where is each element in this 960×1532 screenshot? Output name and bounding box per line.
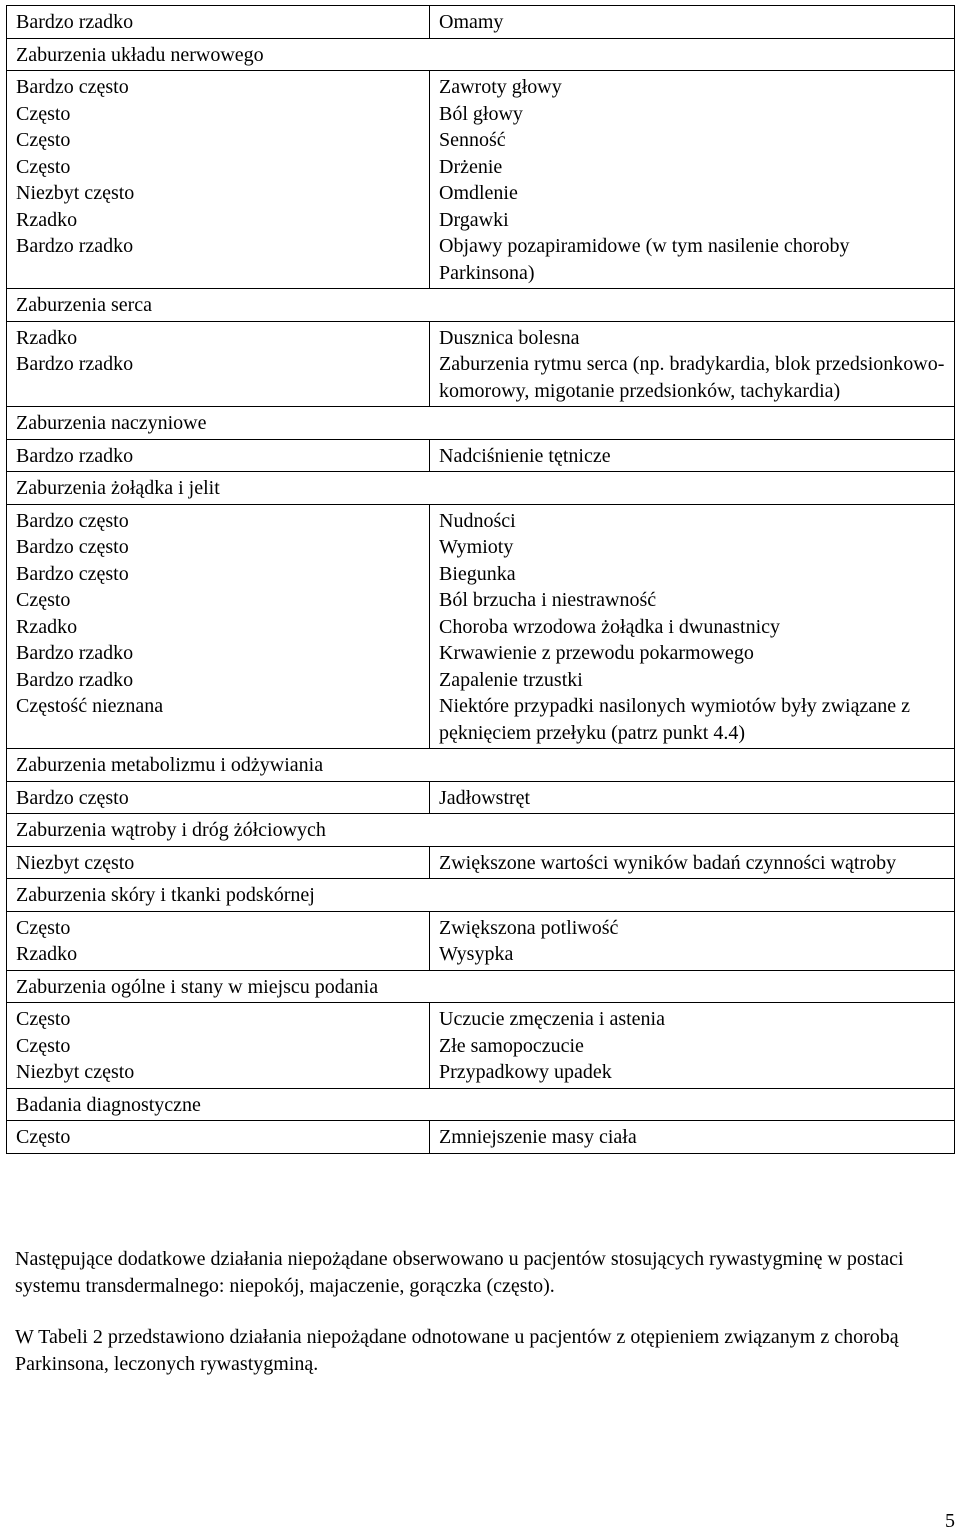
soc-header-row [7, 749, 955, 782]
frequency-text: Często [16, 155, 71, 178]
frequency-text: Często [16, 1008, 71, 1030]
soc-header-text: Zaburzenia skóry i tkanki podskórnej [16, 884, 315, 906]
frequency-text: Bardzo często [16, 76, 129, 98]
soc-header-row [7, 472, 955, 505]
reaction-text: Objawy pozapiramidowe (w tym nasilenie choroby Parkinsona) [439, 235, 850, 284]
reaction-text: Niektóre przypadki nasilonych wymiotów były związane z pęknięciem przełyku (patrz punkt 4.4) [439, 695, 910, 744]
reaction-cell [430, 71, 955, 289]
adverse-reactions-table-body [7, 6, 955, 1154]
soc-header-text: Zaburzenia układu nerwowego [16, 43, 264, 66]
reaction-text: Nadciśnienie tętnicze [439, 444, 611, 467]
soc-header-row [7, 38, 955, 71]
reaction-text: Uczucie zmęczenia i astenia [439, 1008, 665, 1030]
frequency-text: Niezbyt często [16, 1061, 135, 1083]
reaction-text: Zwiększona potliwość [439, 916, 619, 939]
frequency-text: Częstość nieznana [16, 695, 164, 717]
soc-header-row [7, 814, 955, 847]
frequency-text: Bardzo często [16, 509, 129, 532]
reaction-text: Zwiększone wartości wyników badań czynności wątroby [439, 851, 897, 874]
reaction-text: Jadłowstręt [439, 786, 531, 809]
reaction-row [7, 781, 955, 814]
soc-header-row [7, 1088, 955, 1121]
soc-header-cell [7, 879, 955, 912]
reaction-cell [430, 504, 955, 749]
soc-header-text: Zaburzenia żołądka i jelit [16, 477, 220, 499]
frequency-text: Bardzo często [16, 786, 129, 809]
frequency-text: Bardzo rzadko [16, 353, 134, 375]
frequency-cell [7, 439, 430, 472]
frequency-cell [7, 71, 430, 289]
reaction-text: Omamy [439, 11, 504, 33]
frequency-text: Często [16, 1034, 71, 1057]
reaction-text: Dusznica bolesna [439, 326, 580, 349]
reaction-row [7, 911, 955, 970]
reaction-text: Ból głowy [439, 102, 523, 125]
reaction-row [7, 504, 955, 749]
adverse-reactions-table [6, 5, 955, 1154]
reaction-row [7, 846, 955, 879]
frequency-text: Często [16, 916, 71, 939]
reaction-row [7, 1121, 955, 1154]
frequency-text: Bardzo rzadko [16, 668, 134, 691]
reaction-row [7, 6, 955, 39]
paragraph-table-2-intro: W Tabeli 2 przedstawiono działania niepożądane odnotowane u pacjentów z otępieniem związanym z chorobą Parkinsona, leczonych rywastygminą. [15, 1326, 899, 1375]
reaction-text: Senność [439, 129, 506, 151]
reaction-cell [430, 1003, 955, 1089]
reaction-text: Zaburzenia rytmu serca (np. bradykardia, blok przedsionkowo-komorowy, migotanie przedsionków, tachykardia) [439, 353, 945, 402]
reaction-cell [430, 911, 955, 970]
reaction-row [7, 439, 955, 472]
reaction-text: Drżenie [439, 155, 503, 178]
frequency-cell [7, 911, 430, 970]
reaction-cell [430, 6, 955, 39]
reaction-row [7, 321, 955, 407]
soc-header-text: Badania diagnostyczne [16, 1093, 201, 1116]
frequency-text: Rzadko [16, 943, 78, 965]
frequency-text: Niezbyt często [16, 851, 135, 874]
soc-header-cell [7, 1088, 955, 1121]
reaction-text: Biegunka [439, 562, 516, 585]
paragraph-transdermal-reactions: Następujące dodatkowe działania niepożądane obserwowano u pacjentów stosujących rywastygminę w postaci systemu transdermalnego: niepokój, majaczenie, gorączka (często). [15, 1248, 904, 1297]
frequency-cell [7, 1121, 430, 1154]
frequency-cell [7, 781, 430, 814]
soc-header-cell [7, 407, 955, 440]
reaction-row [7, 71, 955, 289]
reaction-text: Nudności [439, 509, 516, 532]
soc-header-row [7, 970, 955, 1003]
reaction-text: Omdlenie [439, 182, 518, 204]
soc-header-cell [7, 289, 955, 322]
reaction-text: Krwawienie z przewodu pokarmowego [439, 642, 754, 664]
reaction-text: Choroba wrzodowa żołądka i dwunastnicy [439, 615, 781, 638]
reaction-text: Ból brzucha i niestrawność [439, 589, 657, 611]
frequency-text: Bardzo rzadko [16, 642, 134, 664]
frequency-text: Często [16, 102, 71, 125]
frequency-cell [7, 321, 430, 407]
frequency-text: Niezbyt często [16, 182, 135, 204]
frequency-text: Często [16, 129, 71, 151]
soc-header-row [7, 879, 955, 912]
page-number: 5 [945, 1510, 955, 1532]
soc-header-text: Zaburzenia naczyniowe [16, 412, 207, 434]
frequency-text: Bardzo rzadko [16, 11, 134, 33]
reaction-cell [430, 781, 955, 814]
reaction-text: Zapalenie trzustki [439, 668, 583, 691]
reaction-row [7, 1003, 955, 1089]
soc-header-cell [7, 970, 955, 1003]
reaction-text: Zawroty głowy [439, 76, 562, 98]
soc-header-cell [7, 472, 955, 505]
reaction-text: Złe samopoczucie [439, 1034, 584, 1057]
frequency-text: Bardzo rzadko [16, 235, 134, 257]
reaction-cell [430, 321, 955, 407]
reaction-cell [430, 1121, 955, 1154]
soc-header-row [7, 407, 955, 440]
frequency-text: Rzadko [16, 615, 78, 638]
soc-header-text: Zaburzenia metabolizmu i odżywiania [16, 754, 324, 776]
reaction-text: Wysypka [439, 943, 514, 965]
frequency-cell [7, 1003, 430, 1089]
soc-header-cell [7, 749, 955, 782]
soc-header-cell [7, 814, 955, 847]
reaction-text: Zmniejszenie masy ciała [439, 1126, 637, 1148]
frequency-text: Bardzo często [16, 536, 129, 558]
frequency-text: Bardzo często [16, 562, 129, 585]
frequency-cell [7, 504, 430, 749]
frequency-text: Bardzo rzadko [16, 444, 134, 467]
frequency-cell [7, 846, 430, 879]
reaction-text: Drgawki [439, 208, 509, 231]
frequency-cell [7, 6, 430, 39]
reaction-text: Wymioty [439, 536, 514, 558]
soc-header-row [7, 289, 955, 322]
soc-header-text: Zaburzenia wątroby i dróg żółciowych [16, 819, 326, 841]
reaction-cell [430, 439, 955, 472]
soc-header-cell [7, 38, 955, 71]
frequency-text: Często [16, 589, 71, 611]
reaction-text: Przypadkowy upadek [439, 1061, 612, 1083]
soc-header-text: Zaburzenia serca [16, 294, 153, 316]
soc-header-text: Zaburzenia ogólne i stany w miejscu podania [16, 975, 379, 998]
frequency-text: Rzadko [16, 208, 78, 231]
reaction-cell [430, 846, 955, 879]
frequency-text: Często [16, 1126, 71, 1148]
frequency-text: Rzadko [16, 326, 78, 349]
